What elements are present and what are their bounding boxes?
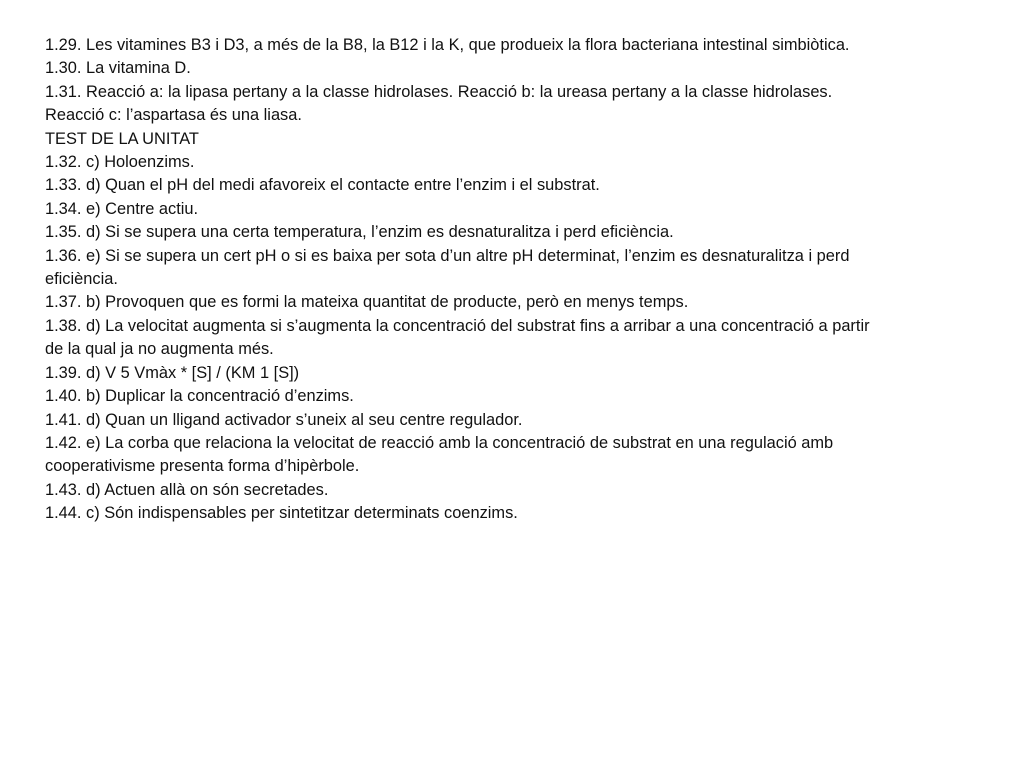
text-line: 1.38. d) La velocitat augmenta si s’augmenta la concentració del substrat fins a arribar a una concentració a partir [45, 316, 870, 335]
text-line: 1.42. e) La corba que relaciona la velocitat de reacció amb la concentració de substrat en una regulació amb [45, 433, 834, 452]
text-line: 1.30. La vitamina D. [45, 59, 191, 78]
text-line: 1.43. d) Actuen allà on són secretades. [45, 480, 329, 499]
text-line: 1.36. e) Si se supera un cert pH o si es baixa per sota d’un altre pH determinat, l’enzim es desnaturalitza i perd [45, 246, 850, 265]
answer-text-block [45, 34, 975, 526]
text-line: 1.35. d) Si se supera una certa temperatura, l’enzim es desnaturalitza i perd eficiència. [45, 223, 674, 242]
text-line: 1.34. e) Centre actiu. [45, 199, 199, 218]
text-line: 1.32. c) Holoenzims. [45, 153, 195, 172]
text-line: cooperativisme presenta forma d’hipèrbole. [45, 457, 360, 476]
text-line: 1.29. Les vitamines B3 i D3, a més de la B8, la B12 i la K, que produeix la flora bacteriana intestinal simbiòtica. [45, 36, 850, 54]
text-line: 1.44. c) Són indispensables per sintetitzar determinats coenzims. [45, 504, 518, 523]
text-line: 1.31. Reacció a: la lipasa pertany a la classe hidrolases. Reacció b: la ureasa pertany a la classe hidrolases. [45, 82, 833, 101]
text-line: 1.39. d) V 5 Vmàx * [S] / (KM 1 [S]) [45, 363, 300, 382]
text-line: de la qual ja no augmenta més. [45, 340, 274, 359]
text-line: 1.33. d) Quan el pH del medi afavoreix el contacte entre l’enzim i el substrat. [45, 176, 600, 195]
text-line: Reacció c: l’aspartasa és una liasa. [45, 106, 302, 125]
text-line: 1.37. b) Provoquen que es formi la mateixa quantitat de producte, però en menys temps. [45, 293, 689, 312]
text-line: 1.41. d) Quan un lligand activador s’uneix al seu centre regulador. [45, 410, 523, 429]
text-line: eficiència. [45, 270, 118, 289]
text-line: 1.40. b) Duplicar la concentració d’enzims. [45, 387, 354, 406]
section-heading: TEST DE LA UNITAT [45, 129, 199, 148]
